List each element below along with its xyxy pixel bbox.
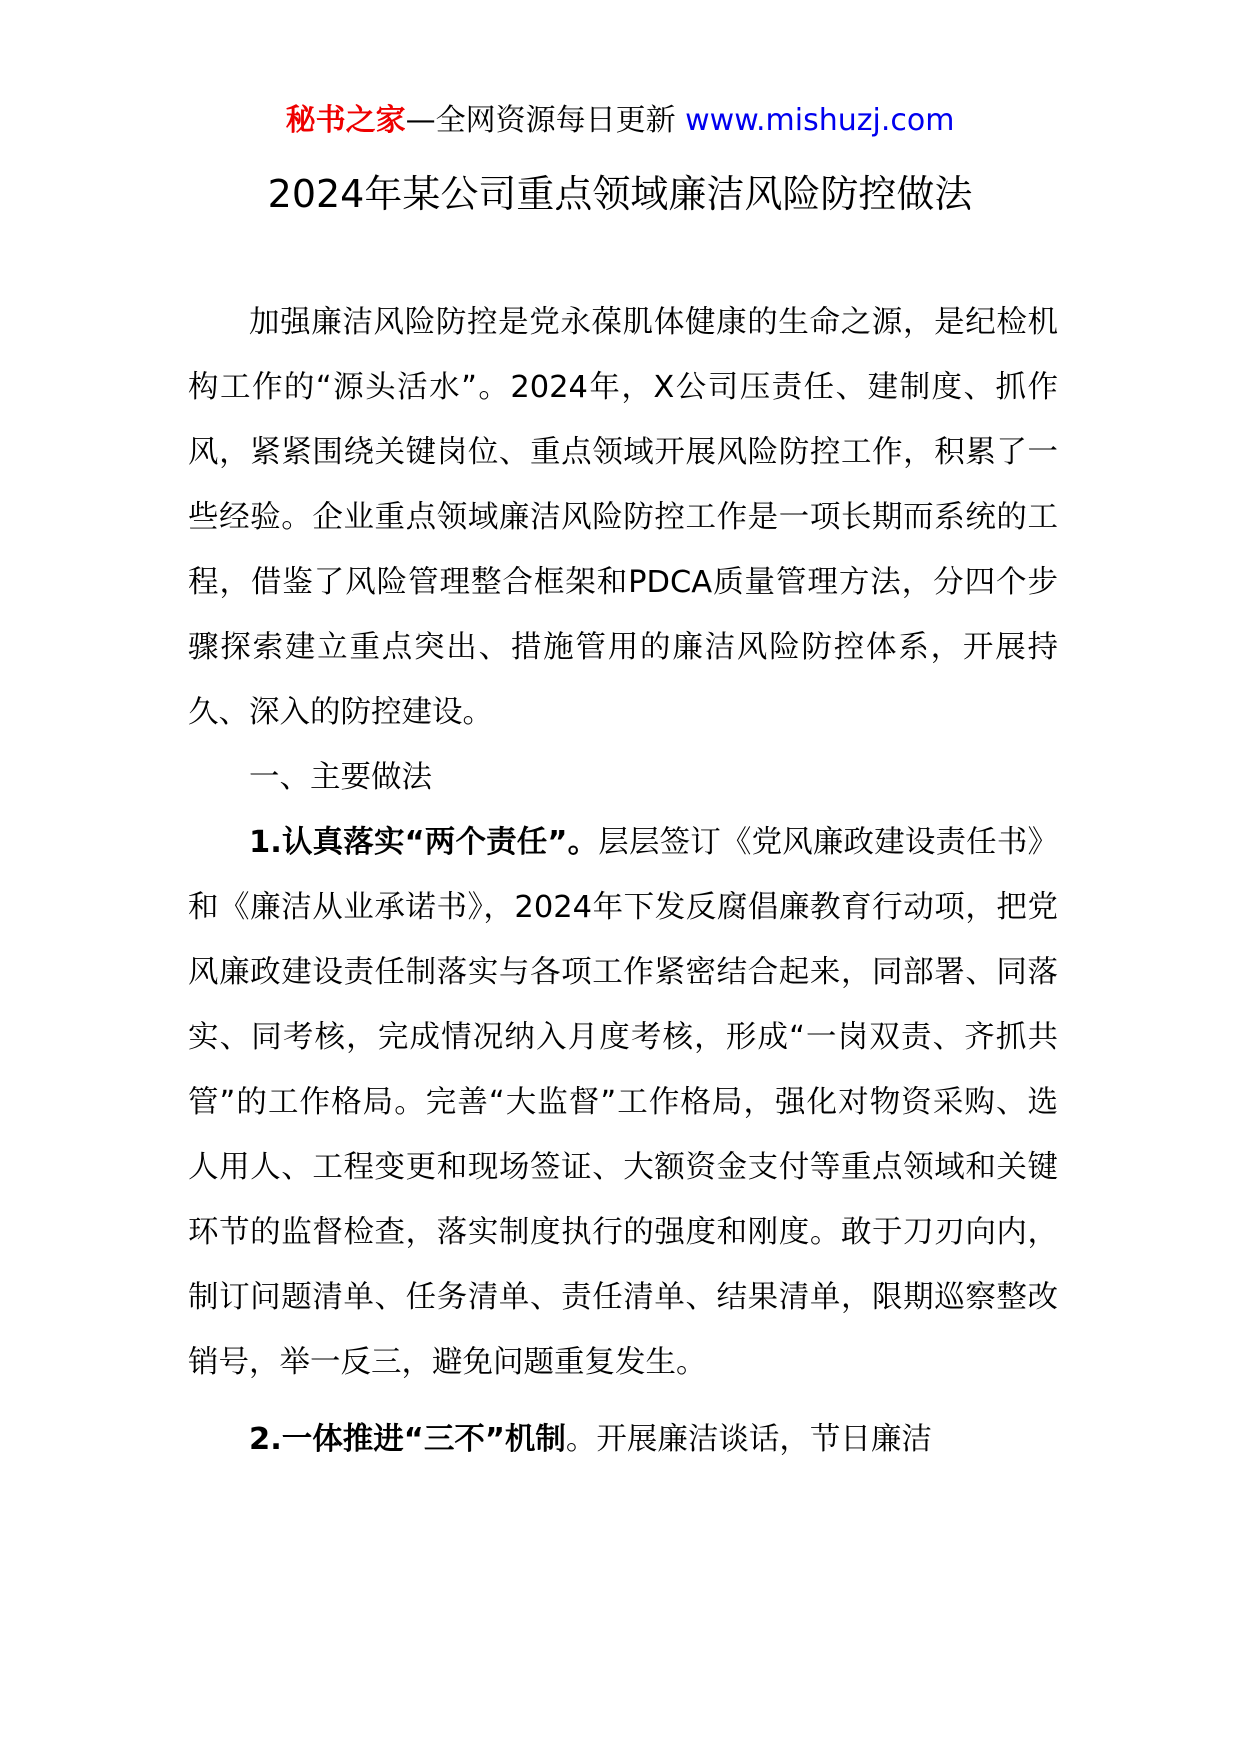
- item-paragraph-2: [188, 1407, 1058, 1472]
- site-header-banner: [0, 100, 1240, 142]
- brand-name: 秘书之家: [285, 103, 406, 138]
- document-title: 2024年某公司重点领域廉洁风险防控做法: [267, 172, 973, 216]
- item-1-text: 层层签订《党风廉政建设责任书》和《廉洁从业承诺书》，2024年下发反腐倡廉教育行动项，把党风廉政建设责任制落实与各项工作紧密结合起来，同部署、同落实、同考核，完成情况纳入月度考核，形成“一岗双责、齐抓共管”的工作格局。完善“大监督”工作格局，强化对物资采购、选人用人、工程变更和现场签证、大额资金支付等重点领域和关键环节的监督检查，落实制度执行的强度和刚度。敢于刀刃向内，制订问题清单、任务清单、责任清单、结果清单，限期巡察整改销号，举一反三，避免问题重复发生。: [188, 825, 1059, 1380]
- item-1-lead: 1.认真落实“两个责任”。: [249, 825, 599, 860]
- item-paragraph-1: [188, 810, 1058, 1395]
- item-2-text: 。开展廉洁谈话，节日廉洁: [565, 1422, 932, 1457]
- site-url-link[interactable]: www.mishuzj.com: [685, 103, 955, 138]
- section-heading-main-practices: 一、主要做法: [249, 760, 432, 795]
- item-2-lead: 2.一体推进“三不”机制: [249, 1422, 566, 1457]
- document-body: [188, 290, 1058, 1472]
- site-tagline: —全网资源每日更新: [405, 103, 686, 138]
- intro-paragraph: 加强廉洁风险防控是党永葆肌体健康的生命之源，是纪检机构工作的“源头活水”。2024年，X公司压责任、建制度、抓作风，紧紧围绕关键岗位、重点领域开展风险防控工作，积累了一些经验。企业重点领域廉洁风险防控工作是一项长期而系统的工程，借鉴了风险管理整合框架和PDCA质量管理方法，分四个步骤探索建立重点突出、措施管用的廉洁风险防控体系，开展持久、深入的防控建设。: [188, 305, 1058, 730]
